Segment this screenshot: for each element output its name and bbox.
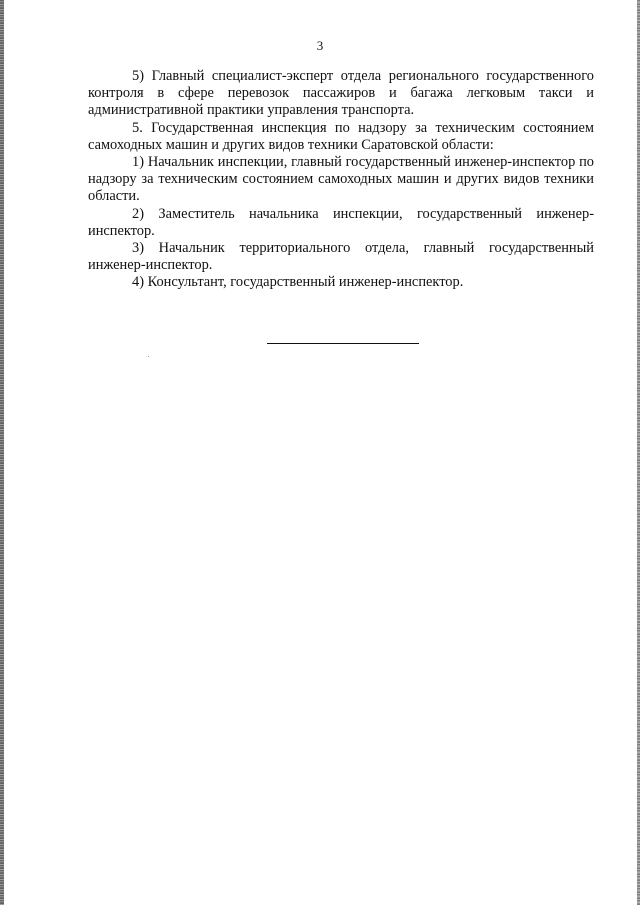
document-body: [88, 68, 594, 292]
paragraph-item-1-head-of-inspection: 1) Начальник инспекции, главный государственный инженер-инспектор по надзору за техническим состоянием самоходных машин и других видов техники области.: [88, 154, 594, 205]
paragraph-item-3-territorial-head: 3) Начальник территориального отдела, главный государственный инженер-инспектор.: [88, 240, 594, 274]
paragraph-item-2-deputy-head: 2) Заместитель начальника инспекции, государственный инженер-инспектор.: [88, 205, 594, 239]
paragraph-item-5-senior-specialist: 5) Главный специалист-эксперт отдела регионального государственного контроля в сфере перевозок пассажиров и багажа легковым такси и административной практики управления транспорта.: [88, 68, 594, 119]
closing-rule: [267, 343, 419, 344]
scan-speck: [148, 356, 149, 357]
paragraph-section-5-inspection: 5. Государственная инспекция по надзору за техническим состоянием самоходных машин и других видов техники Саратовской области:: [88, 119, 594, 153]
page-number: 3: [316, 38, 324, 53]
paragraph-item-4-consultant: 4) Консультант, государственный инженер-инспектор.: [132, 274, 464, 291]
scan-edge-left: [0, 0, 4, 905]
